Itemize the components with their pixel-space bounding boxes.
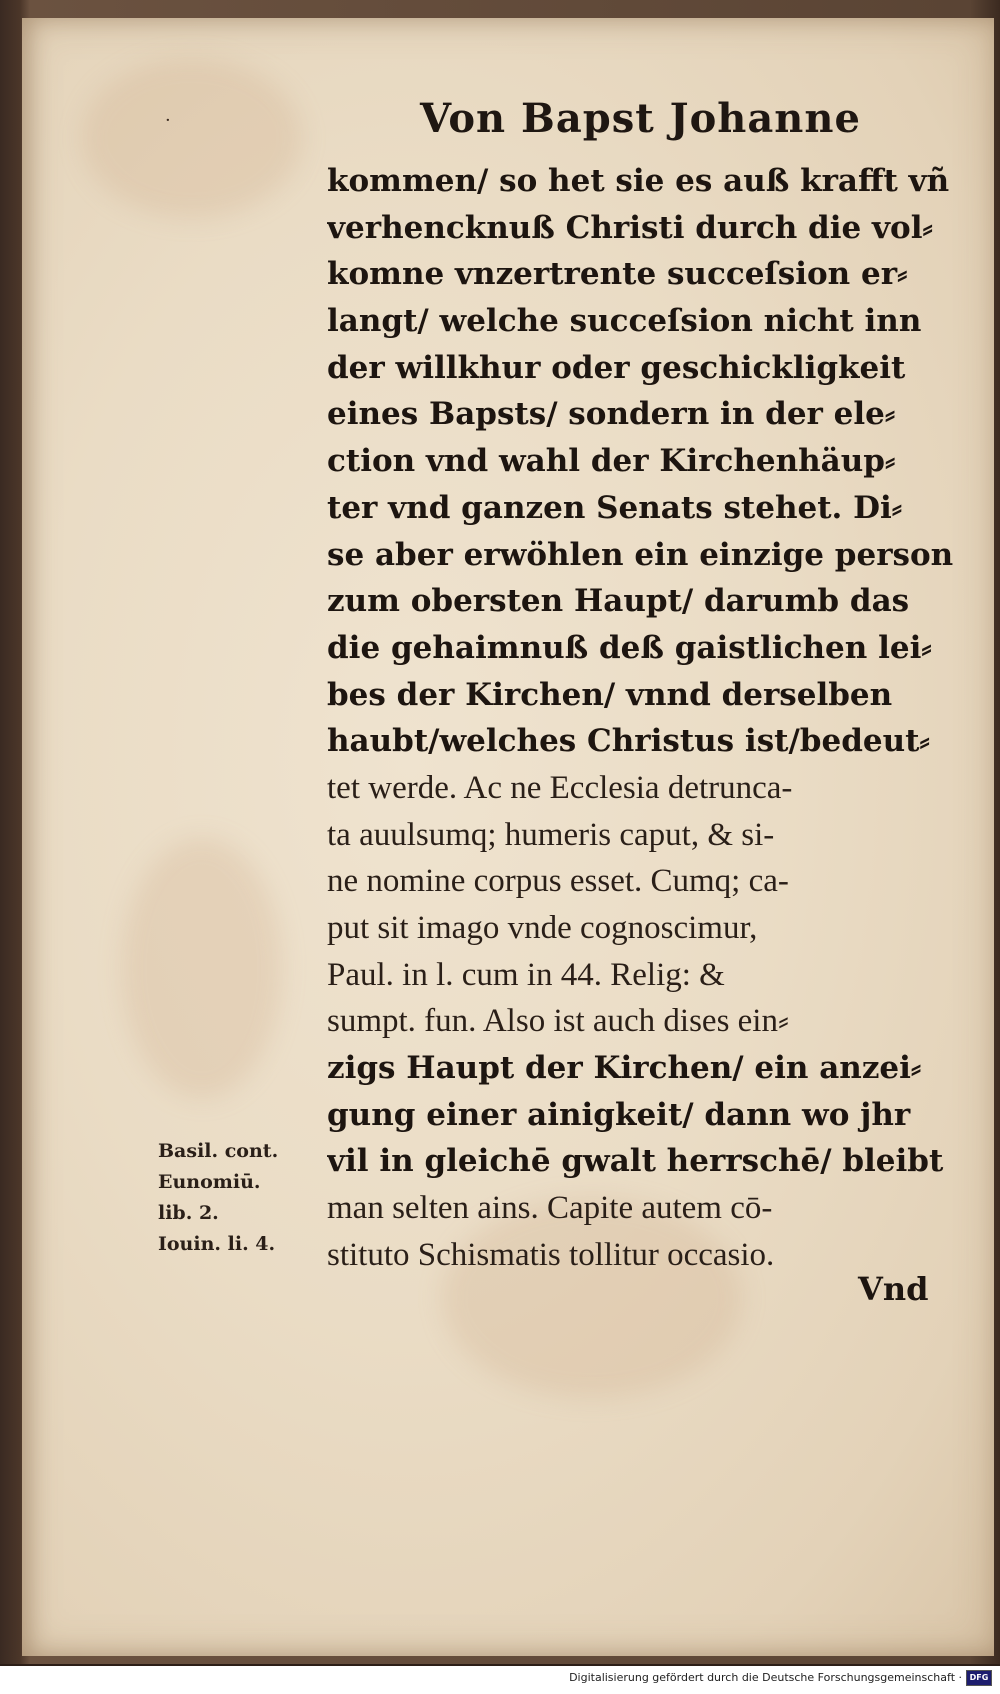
- text-line: eines Bapsts/ sondern in der ele⸗: [327, 396, 896, 433]
- margin-note-line: Eunomiū.: [158, 1171, 261, 1193]
- marginal-notes: [158, 1136, 318, 1260]
- funding-credit: Digitalisierung gefördert durch die Deutsche Forschungsgemeinschaft ·: [569, 1671, 962, 1684]
- text-line: Paul. in l. cum in 44. Relig: &: [327, 956, 725, 993]
- margin-note-line: Basil. cont.: [158, 1140, 279, 1162]
- running-header: Von Bapst Johanne: [420, 95, 861, 142]
- text-line: vil in gleichē gwalt herrschē/ bleibt: [327, 1143, 944, 1180]
- page-mark: ·: [165, 110, 171, 131]
- text-line: put sit imago vnde cognoscimur,: [327, 910, 758, 946]
- text-line: ction vnd wahl der Kirchenhäup⸗: [327, 443, 896, 480]
- text-line: se aber erwöhlen ein einzige person: [327, 536, 954, 573]
- margin-note-line: lib. 2.: [158, 1202, 219, 1224]
- text-line: zigs Haupt der Kirchen/ ein anzei⸗: [327, 1050, 922, 1087]
- main-text-block: [327, 158, 967, 1279]
- catchword: Vnd: [858, 1270, 929, 1308]
- text-line: komne vnzertrente succeſsion er⸗: [327, 256, 908, 293]
- text-line: langt/ welche succeſsion nicht inn: [327, 303, 922, 340]
- text-line: stituto Schismatis tollitur occasio.: [327, 1236, 775, 1273]
- text-line: haubt/welches Christus ist/bedeut⸗: [327, 723, 930, 760]
- paper-stain: [122, 838, 282, 1098]
- text-line: tet werde. Ac ne Ecclesia detrunca-: [327, 769, 793, 806]
- text-line: sumpt. fun. Also ist auch dises ein⸗: [327, 1003, 789, 1040]
- text-line: ter vnd ganzen Senats stehet. Di⸗: [327, 489, 903, 526]
- paper-stain: [82, 58, 302, 218]
- text-line: ne nomine corpus esset. Cumq; ca-: [327, 863, 789, 900]
- text-line: die gehaimnuß deß gaistlichen lei⸗: [327, 629, 932, 666]
- text-line: ta auulsumq; humeris caput, & si-: [327, 816, 775, 853]
- text-line: zum obersten Haupt/ darumb das: [327, 583, 910, 620]
- text-line: bes der Kirchen/ vnnd derselben: [327, 676, 893, 713]
- text-line: kommen/ so het sie es auß krafft vñ: [327, 163, 950, 199]
- footer-bar: [0, 1666, 1000, 1694]
- text-line: der willkhur oder geschickligkeit: [327, 349, 906, 386]
- text-line: man selten ains. Capite autem cō-: [327, 1190, 773, 1227]
- dfg-logo-icon: DFG: [966, 1670, 992, 1686]
- text-line: gung einer ainigkeit/ dann wo jhr: [327, 1096, 911, 1133]
- text-line: verhencknuß Christi durch die vol⸗: [327, 209, 933, 246]
- margin-note-line: Iouin. li. 4.: [158, 1233, 276, 1255]
